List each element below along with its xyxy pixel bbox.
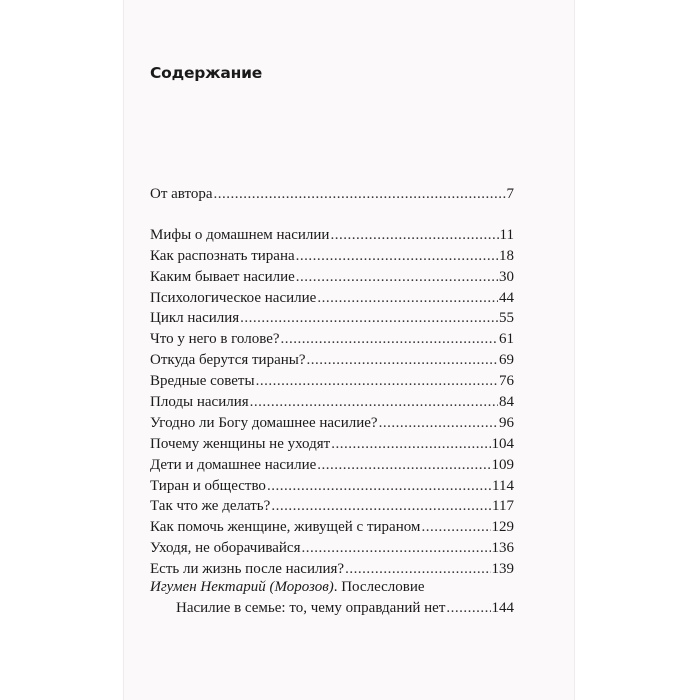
toc-entry-title: Что у него в голове?	[150, 331, 280, 348]
afterword-page: 144	[491, 600, 514, 616]
afterword-author: Игумен Нектарий (Морозов)	[150, 579, 334, 595]
toc-entry	[150, 496, 514, 517]
toc-entry	[150, 246, 514, 267]
toc-entry	[150, 434, 514, 455]
toc-entry-title: Угодно ли Богу домашнее насилие?	[150, 414, 378, 431]
toc-entry-page: 129	[491, 519, 514, 536]
toc-entry	[150, 517, 514, 538]
toc-entry-page: 76	[499, 373, 514, 390]
toc-entry	[150, 225, 514, 246]
toc-entry-page: 7	[506, 186, 514, 202]
toc-entry	[150, 184, 514, 205]
toc-entry	[150, 288, 514, 309]
toc-entry	[150, 308, 514, 329]
afterword-label: . Послесловие	[333, 579, 425, 595]
toc-entry-page: 109	[491, 456, 514, 473]
toc-entry-title: Тиран и общество	[150, 477, 266, 494]
toc-entry-page: 117	[492, 498, 514, 515]
dot-leader	[446, 598, 490, 619]
toc-entry-title: Каким бывает насилие	[150, 268, 295, 285]
afterword-entry	[150, 577, 514, 619]
dot-leader	[240, 308, 498, 329]
toc-entry	[150, 350, 514, 371]
toc-entry-title: Мифы о домашнем насилии	[150, 226, 330, 243]
toc-entry	[150, 455, 514, 476]
toc-entry-title: Уходя, не оборачивайся	[150, 540, 301, 557]
dot-leader	[307, 350, 498, 371]
toc-entry-title: Дети и домашнее насилие	[150, 456, 317, 473]
toc-entry-page: 104	[491, 435, 514, 452]
afterword-author-line	[150, 577, 514, 598]
dot-leader	[301, 538, 490, 559]
dot-leader	[331, 434, 490, 455]
toc-entry-title: Откуда берутся тираны?	[150, 352, 306, 369]
dot-leader	[281, 329, 498, 350]
toc-entry-title: Как помочь женщине, живущей с тираном	[150, 519, 421, 536]
toc-entry-title: От автора	[150, 186, 213, 202]
toc-entry-title: Есть ли жизнь после насилия?	[150, 561, 345, 578]
dot-leader	[317, 455, 490, 476]
dot-leader	[214, 184, 506, 205]
dot-leader	[250, 392, 498, 413]
toc-entry	[150, 329, 514, 350]
toc-entry-title: Так что же делать?	[150, 498, 271, 515]
toc-entry-title: Как распознать тирана	[150, 247, 295, 264]
toc-entry-page: 61	[499, 331, 514, 348]
dot-leader	[267, 476, 491, 497]
toc-entry	[150, 267, 514, 288]
dot-leader	[271, 496, 491, 517]
dot-leader	[379, 413, 498, 434]
toc-entry	[150, 413, 514, 434]
toc-entry	[150, 538, 514, 559]
dot-leader	[256, 371, 498, 392]
toc-entry-title: Почему женщины не уходят	[150, 435, 331, 452]
toc-entry-page: 84	[499, 394, 514, 411]
toc-entry-page: 69	[499, 352, 514, 369]
toc-entry	[150, 371, 514, 392]
dot-leader	[421, 517, 490, 538]
contents-heading: Содержание	[150, 64, 263, 82]
toc-entry-title: Психологическое насилие	[150, 289, 317, 306]
toc-entry-page: 55	[499, 310, 514, 327]
dot-leader	[296, 246, 498, 267]
toc-entry-page: 30	[499, 268, 514, 285]
toc-entry-page: 18	[499, 247, 514, 264]
table-of-contents	[150, 184, 514, 580]
toc-entry	[150, 476, 514, 497]
dot-leader	[330, 225, 498, 246]
toc-entry-page: 96	[499, 414, 514, 431]
toc-entry-title: Плоды насилия	[150, 394, 249, 411]
toc-entry	[150, 392, 514, 413]
dot-leader	[317, 288, 498, 309]
afterword-title-line	[150, 598, 514, 619]
toc-entry-page: 44	[499, 289, 514, 306]
afterword-title: Насилие в семье: то, чему оправданий нет	[176, 600, 446, 616]
toc-entry-title: Цикл насилия	[150, 310, 240, 327]
toc-entry-page: 11	[499, 226, 514, 243]
toc-entry-page: 136	[491, 540, 514, 557]
toc-entry-page: 114	[492, 477, 514, 494]
toc-entry-title: Вредные советы	[150, 373, 255, 390]
dot-leader	[296, 267, 498, 288]
toc-entry-page: 139	[491, 561, 514, 578]
